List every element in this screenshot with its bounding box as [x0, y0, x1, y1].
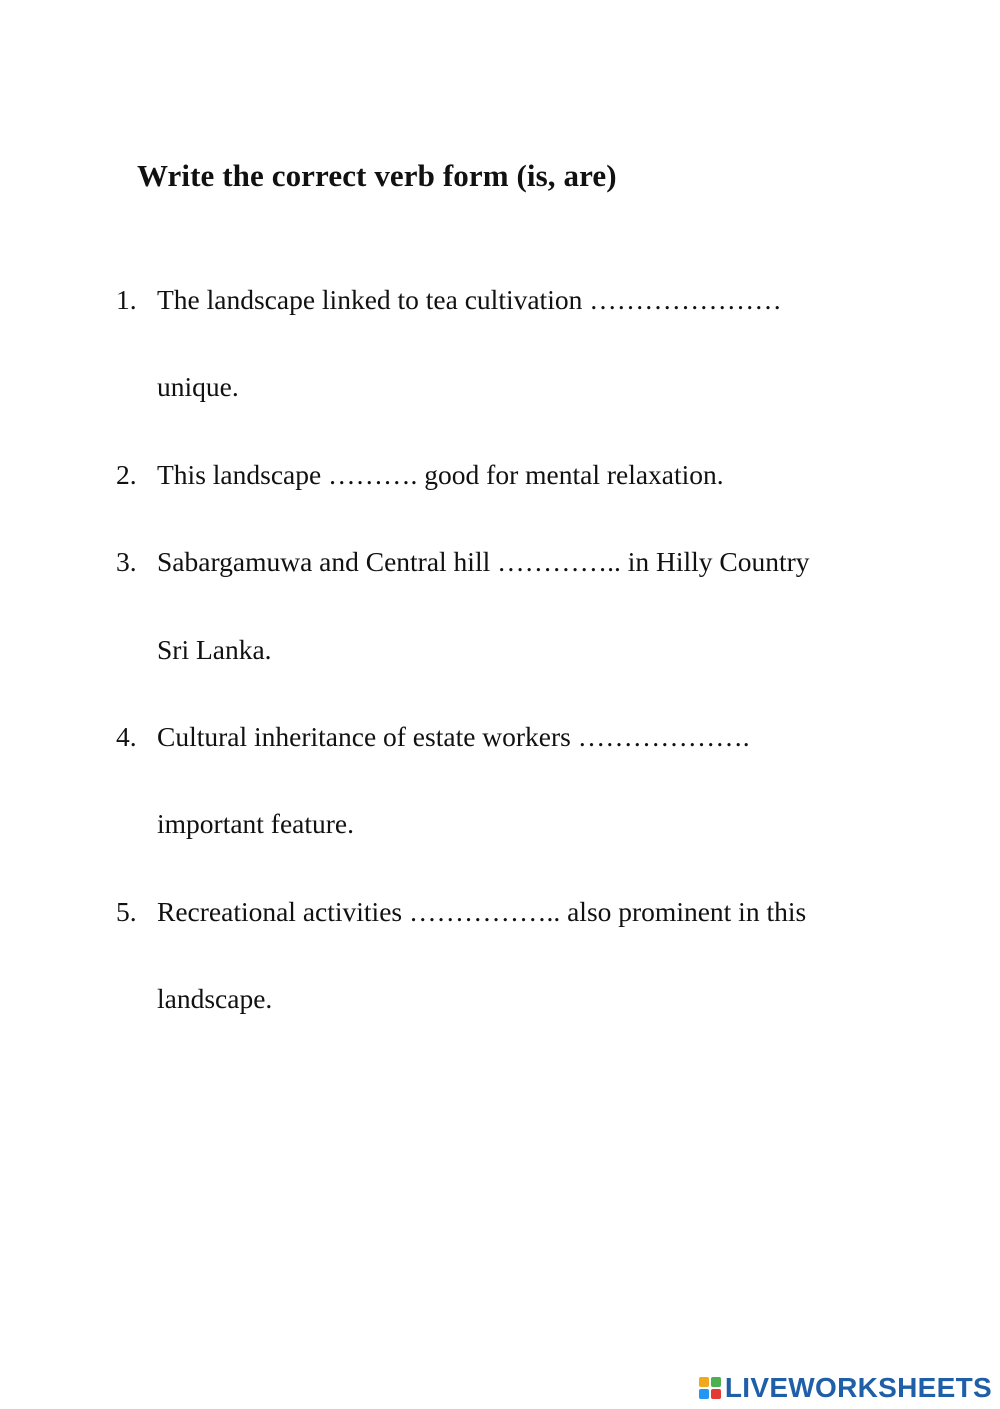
item-5-line-1: Recreational activities …………….. also prominent in this	[157, 896, 807, 927]
item-1-line-2: unique.	[157, 371, 239, 402]
item-5-line-2: landscape.	[157, 983, 273, 1014]
item-4-line-2: important feature.	[157, 808, 354, 839]
item-4-line-1: Cultural inheritance of estate workers ……………….	[157, 721, 750, 752]
item-3-line-1: Sabargamuwa and Central hill ………….. in Hilly Country	[157, 546, 810, 577]
item-1-line-1: The landscape linked to tea cultivation …………………	[157, 284, 782, 315]
worksheet-title: Write the correct verb form (is, are)	[137, 158, 617, 193]
item-2-number: 2.	[116, 459, 137, 490]
liveworksheets-logo[interactable]	[699, 1371, 992, 1405]
liveworksheets-logo-icon	[699, 1377, 721, 1399]
item-4-number: 4.	[116, 721, 137, 752]
liveworksheets-logo-text: LIVEWORKSHEETS	[724, 1372, 992, 1403]
item-1-number: 1.	[116, 284, 137, 315]
item-5-number: 5.	[116, 896, 137, 927]
item-2-line-1: This landscape ………. good for mental relaxation.	[157, 459, 724, 490]
item-3-line-2: Sri Lanka.	[157, 634, 272, 665]
item-3-number: 3.	[116, 546, 137, 577]
